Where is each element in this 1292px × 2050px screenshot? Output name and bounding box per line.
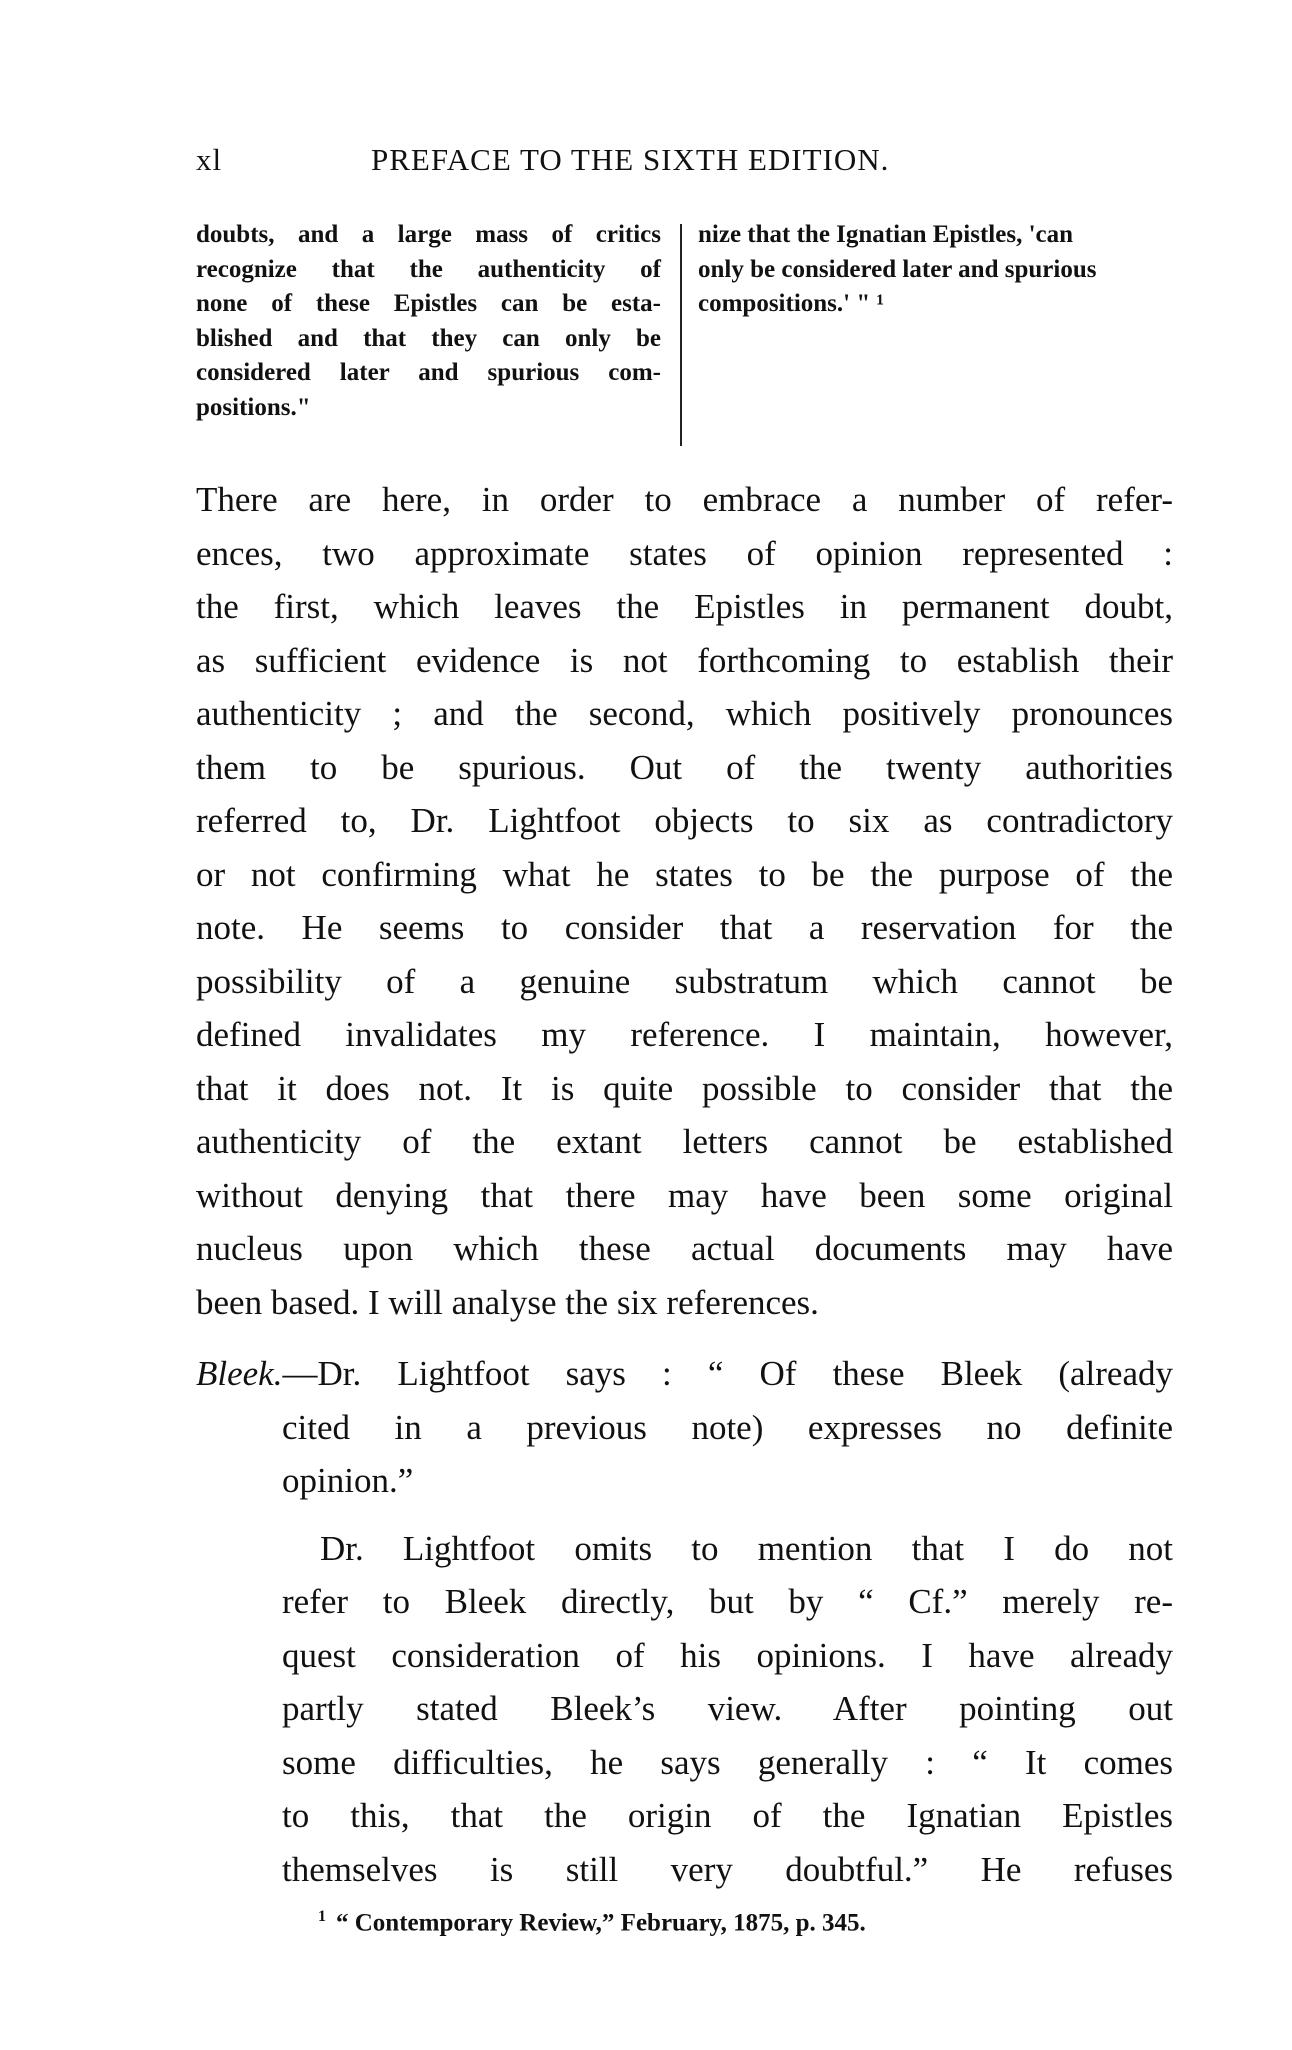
bleek-paragraph-line: to this, that the origin of the Ignatian Epistles: [282, 1796, 1173, 1835]
left-column-line: positions.": [196, 393, 311, 421]
right-column: [698, 218, 1193, 322]
right-column-line: only be considered later and spurious: [698, 255, 1097, 283]
right-column-line: compositions.' " ¹: [698, 290, 884, 317]
paragraph-line: authenticity of the extant letters cannot be established: [196, 1122, 1173, 1161]
left-column-line: none of these Epistles can be esta-: [196, 290, 661, 317]
paragraph-line: as sufficient evidence is not forthcoming to establish their: [196, 640, 1173, 680]
paragraph-line: without denying that there may have been some original: [196, 1175, 1173, 1215]
bleek-first-line: —Dr. Lightfoot says : “ Of these Bleek (already: [282, 1354, 1173, 1393]
running-header: [196, 142, 1196, 182]
paragraph-line: note. He seems to consider that a reservation for the: [196, 908, 1173, 947]
footnote-text: “ Contemporary Review,” February, 1875, p. 345.: [336, 1909, 866, 1937]
page-number: xl: [196, 142, 223, 177]
bleek-paragraph-line: some difficulties, he says generally : “ It comes: [282, 1742, 1173, 1782]
paragraph-line: nucleus upon which these actual documents may have: [196, 1229, 1173, 1268]
two-column-quote: [196, 218, 1196, 448]
bleek-paragraph-line: refer to Bleek directly, but by “ Cf.” merely re-: [282, 1582, 1173, 1621]
paragraph-line: the first, which leaves the Epistles in permanent doubt,: [196, 587, 1173, 626]
footnote-marker: 1: [318, 1908, 326, 1925]
paragraph-line: or not confirming what he states to be the purpose of the: [196, 854, 1173, 894]
bleek-heading-line: [196, 1347, 1173, 1401]
paragraph-line: referred to, Dr. Lightfoot objects to six as contradictory: [196, 801, 1173, 840]
paragraph-line: been based. I will analyse the six references.: [196, 1282, 819, 1322]
main-paragraph: [196, 473, 1173, 1329]
paragraph-line: There are here, in order to embrace a number of refer-: [196, 480, 1173, 519]
left-column-line: doubts, and a large mass of critics: [196, 221, 661, 248]
paragraph-line: possibility of a genuine substratum which cannot be: [196, 961, 1173, 1001]
left-column-line: recognize that the authenticity of: [196, 255, 661, 283]
column-divider: [680, 224, 682, 446]
paragraph-line: them to be spurious. Out of the twenty authorities: [196, 747, 1173, 787]
paragraph-line: ences, two approximate states of opinion represented :: [196, 533, 1173, 573]
running-title: PREFACE TO THE SIXTH EDITION.: [371, 142, 890, 177]
paragraph-line: defined invalidates my reference. I maintain, however,: [196, 1015, 1173, 1054]
bleek-paragraph-line: themselves is still very doubtful.” He refuses: [282, 1849, 1173, 1889]
bleek-quote-line: opinion.”: [282, 1461, 414, 1500]
left-column: [196, 218, 661, 425]
footnote: [318, 1908, 1118, 1937]
right-column-line: nize that the Ignatian Epistles, 'can: [698, 221, 1074, 248]
paragraph-line: that it does not. It is quite possible to consider that the: [196, 1068, 1173, 1108]
bleek-paragraph-line: partly stated Bleek’s view. After pointing out: [282, 1689, 1173, 1728]
bleek-section: [196, 1347, 1173, 1896]
bleek-paragraph-line: Dr. Lightfoot omits to mention that I do not: [320, 1528, 1173, 1568]
bleek-quote-line: cited in a previous note) expresses no definite: [282, 1407, 1173, 1447]
bleek-paragraph-line: quest consideration of his opinions. I have already: [282, 1635, 1173, 1675]
left-column-line: considered later and spurious com-: [196, 359, 661, 386]
paragraph-line: authenticity ; and the second, which positively pronounces: [196, 694, 1173, 733]
bleek-name: Bleek.: [196, 1354, 283, 1393]
left-column-line: blished and that they can only be: [196, 324, 661, 352]
